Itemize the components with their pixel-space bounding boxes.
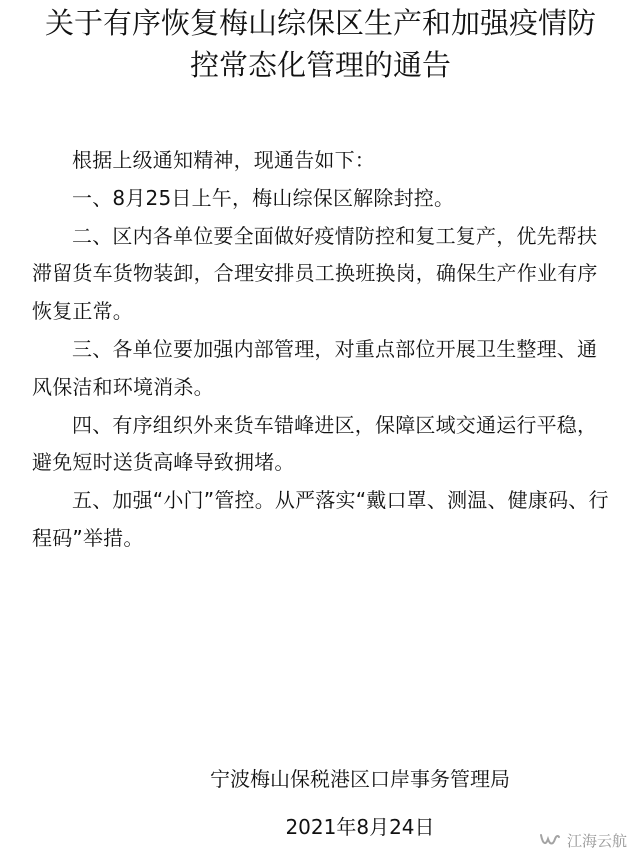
title-line-1: 关于有序恢复梅山综保区生产和加强疫情防 [44,6,596,40]
notice-body [32,142,612,558]
title-line-2: 控常态化管理的通告 [189,48,451,82]
issue-date: 2021年8月24日 [285,815,435,839]
watermark [539,826,627,854]
wechat-channel-icon [539,831,561,849]
notice-item-5: 五、加强“小门”管控。从严落实“戴口罩、测温、健康码、行程码”举措。 [32,488,609,550]
notice-item-4: 四、有序组织外来货车错峰进区，保障区域交通运行平稳，避免短时送货高峰导致拥堵。 [32,412,598,475]
intro-paragraph: 根据上级通知精神，现通告如下： [72,148,375,172]
notice-item-1: 一、8月25日上午，梅山综保区解除封控。 [72,185,455,210]
signature-block [150,762,570,844]
issuer-name: 宁波梅山保税港区口岸事务管理局 [210,767,510,791]
watermark-text: 江海云航 [566,831,627,850]
notice-item-2: 二、区内各单位要全面做好疫情防控和复工复产，优先帮扶滞留货车货物装卸，合理安排员工换班换岗，确保生产作业有序恢复正常。 [32,223,598,324]
notice-title [0,2,641,86]
notice-item-3: 三、各单位要加强内部管理，对重点部位开展卫生整理、通风保洁和环境消杀。 [32,336,598,399]
